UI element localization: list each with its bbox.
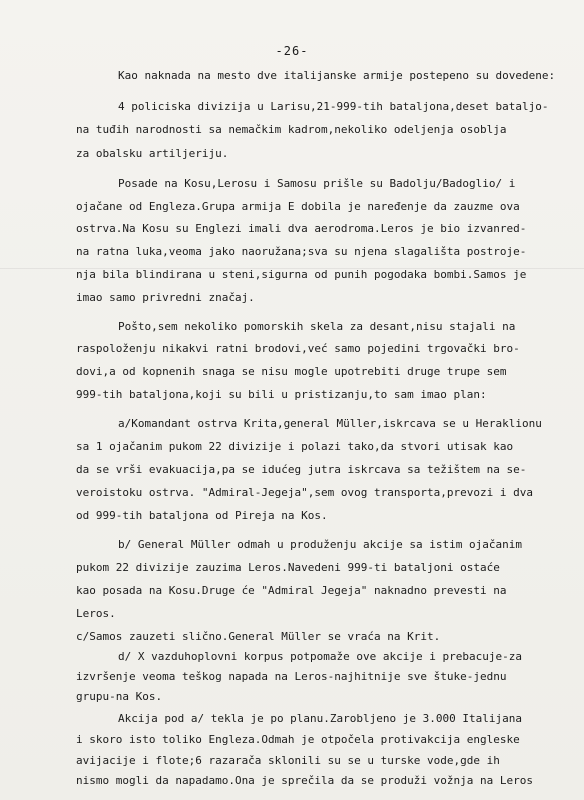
text-line: za obalsku artiljeriju. — [76, 147, 229, 160]
text-line: a/Komandant ostrva Krita,general Müller,iskrcava se u Heraklionu — [118, 417, 542, 430]
text-line: sa 1 ojačanim pukom 22 divizije i polazi tako,da stvori utisak kao — [76, 440, 514, 453]
text-line: 4 policiska divizija u Larisu,21-999-tih bataljona,deset bataljo- — [118, 100, 549, 113]
text-line: Akcija pod a/ tekla je po planu.Zarobljeno je 3.000 Italijana — [118, 712, 522, 725]
text-line: Leros. — [76, 607, 116, 620]
text-line: Kao naknada na mesto dve italijanske armije postepeno su dovedene: — [118, 69, 556, 82]
text-line: c/Samos zauzeti slično.General Müller se vraća na Krit. — [76, 630, 441, 643]
text-line: nja bila blindirana u steni,sigurna od punih pogodaka bombi.Samos je — [76, 268, 527, 281]
text-line: ostrva.Na Kosu su Englezi imali dva aerodroma.Leros je bio izvanred- — [76, 222, 527, 235]
text-line: izvršenje veoma teškog napada na Leros-najhitnije sve štuke-jednu — [76, 670, 507, 683]
text-line: Posade na Kosu,Lerosu i Samosu prišle su Badolju/Badoglio/ i — [118, 177, 516, 190]
text-line: na tuđih narodnosti sa nemačkim kadrom,nekoliko odeljenja osoblja — [76, 123, 507, 136]
text-line: veroistoku ostrva. "Admiral-Jegeja",sem ovog transporta,prevozi i dva — [76, 486, 533, 499]
text-line: nismo mogli da napadamo.Ona je sprečila da se produži vožnja na Leros — [76, 774, 533, 787]
text-line: grupu-na Kos. — [76, 690, 163, 703]
page-number: -26- — [275, 44, 309, 58]
text-line: i skoro isto toliko Engleza.Odmah je otpočela protivakcija engleske — [76, 733, 520, 746]
text-line: b/ General Müller odmah u produženju akcije sa istim ojačanim — [118, 538, 522, 551]
text-line: raspoloženju nikakvi ratni brodovi,već samo pojedini trgovački bro- — [76, 342, 520, 355]
text-line: avijacije i flote;6 razarača sklonili su se u turske vode,gde ih — [76, 754, 500, 767]
text-line: ojačane od Engleza.Grupa armija E dobila je naređenje da zauzme ova — [76, 200, 520, 213]
text-line: od 999-tih bataljona od Pireja na Kos. — [76, 509, 328, 522]
text-line: d/ X vazduhoplovni korpus potpomaže ove akcije i prebacuje-za — [118, 650, 522, 663]
text-line: da se vrši evakuacija,pa se idućeg jutra iskrcava sa težištem na se- — [76, 463, 527, 476]
text-line: na ratna luka,veoma jako naoružana;sva su njena slagališta postroje- — [76, 245, 527, 258]
text-line: imao samo privredni značaj. — [76, 291, 255, 304]
text-line: Pošto,sem nekoliko pomorskih skela za desant,nisu stajali na — [118, 320, 516, 333]
text-line: 999-tih bataljona,koji su bili u pristizanju,to sam imao plan: — [76, 388, 487, 401]
text-line: pukom 22 divizije zauzima Leros.Navedeni 999-ti bataljoni ostaće — [76, 561, 500, 574]
text-line: dovi,a od kopnenih snaga se nisu mogle upotrebiti druge trupe sem — [76, 365, 507, 378]
text-line: kao posada na Kosu.Druge će "Admiral Jegeja" naknadno prevesti na — [76, 584, 507, 597]
